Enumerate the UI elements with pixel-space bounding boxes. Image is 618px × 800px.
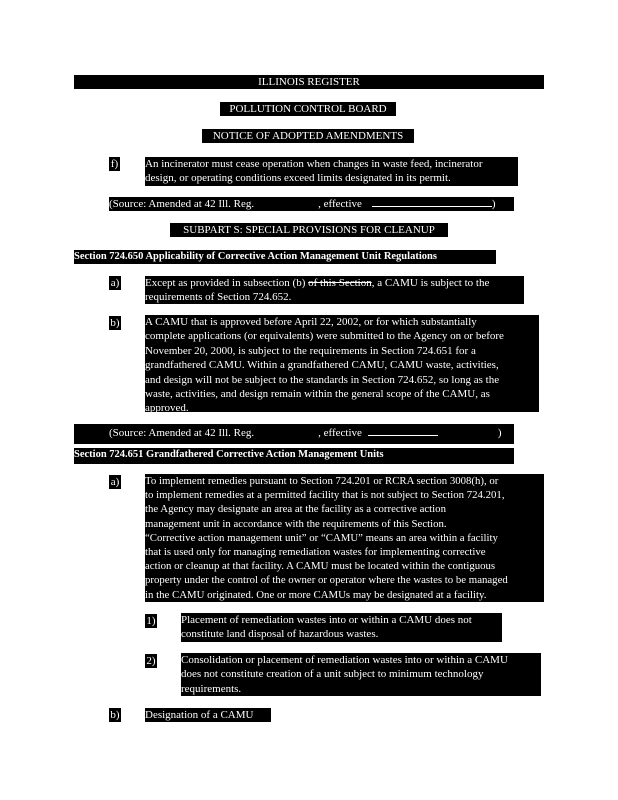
- subpart-title: SUBPART S: SPECIAL PROVISIONS FOR CLEANUP: [170, 223, 448, 237]
- section-724-651-a-2-label: 2): [146, 655, 156, 667]
- para-line: grandfathered CAMU. Within a grandfathered CAMU, CAMU waste, activities,: [145, 359, 499, 372]
- item-f-line: An incinerator must cease operation when changes in waste feed, incinerator: [145, 158, 483, 170]
- para-line: requirements.: [181, 682, 242, 695]
- source-note-2: (Source: Amended at 42 Ill. Reg. , effective ): [74, 424, 514, 444]
- section-724-650-b-label: b): [110, 317, 120, 329]
- section-724-651-b-text: Designation of a CAMU: [145, 708, 271, 722]
- para-line: Consolidation or placement of remediation wastes into or within a CAMU: [181, 654, 508, 666]
- section-724-651-a-2-text: [181, 653, 541, 696]
- para-line: A CAMU that is approved before April 22, 2002, or for which substantially: [145, 316, 477, 328]
- struck-text: of this Section: [308, 277, 372, 289]
- section-724-651-a-label: a): [110, 476, 120, 488]
- para-line: constitute land disposal of hazardous wastes.: [181, 628, 379, 641]
- para-line: that is used only for managing remediation wastes for implementing corrective: [145, 546, 486, 559]
- para-line: “Corrective action management unit” or “CAMU” means an area within a facility: [145, 531, 498, 544]
- section-724-651-a-text: [145, 474, 544, 602]
- para-line: in the CAMU originated. One or more CAMUs may be designated at a facility.: [145, 588, 487, 601]
- notice-title: NOTICE OF ADOPTED AMENDMENTS: [202, 129, 414, 143]
- para-line: complete applications (or equivalents) were submitted to the Agency on or before: [145, 330, 504, 343]
- item-f-line: design, or operating conditions exceed limits designated in its permit.: [145, 172, 451, 185]
- section-724-650-b-text: [145, 315, 539, 415]
- para-line: action or cleanup at that facility. A CAMU must be located within the contiguous: [145, 560, 496, 573]
- para-line: approved.: [145, 402, 189, 415]
- section-724-650-heading: Section 724.650 Applicability of Corrective Action Management Unit Regulations: [74, 250, 496, 264]
- para-line: To implement remedies pursuant to Section 724.201 or RCRA section 3008(h), or: [145, 475, 499, 487]
- register-title: ILLINOIS REGISTER: [74, 75, 544, 89]
- section-724-651-heading: Section 724.651 Grandfathered Corrective Action Management Units: [74, 448, 514, 464]
- para-line: November 20, 2000, is subject to the requirements in Section 724.651 for a: [145, 344, 476, 357]
- para-line: property under the control of the owner or operator where the wastes to be managed: [145, 574, 508, 587]
- section-724-651-a-1-text: [181, 613, 502, 642]
- para-line: management unit in accordance with the requirements of this Section.: [145, 517, 447, 530]
- section-724-650-a-label: a): [110, 277, 120, 289]
- item-f-label: f): [110, 158, 119, 170]
- para-line: waste, activities, and design remain within the general scope of the CAMU, as: [145, 388, 490, 401]
- para-line: to implement remedies at a permitted facility that is not subject to Section 724.201,: [145, 489, 505, 502]
- section-724-651-a-1-label: 1): [146, 615, 156, 627]
- para-line: does not constitute creation of a unit subject to minimum technology: [181, 668, 484, 681]
- para-line: and design will not be subject to the standards in Section 724.652, so long as the: [145, 373, 500, 386]
- board-title: POLLUTION CONTROL BOARD: [220, 102, 396, 116]
- section-724-651-b-label: b): [110, 709, 120, 721]
- section-724-650-a-text: Except as provided in subsection (b) of this Section, a CAMU is subject to the requirements of Section 724.652.: [145, 276, 524, 304]
- item-f-text: [145, 157, 518, 186]
- para-line: the Agency may designate an area at the facility as a corrective action: [145, 503, 446, 516]
- para-line: Placement of remediation wastes into or within a CAMU does not: [181, 614, 472, 626]
- source-note-1: (Source: Amended at 42 Ill. Reg. , effective ): [109, 197, 514, 211]
